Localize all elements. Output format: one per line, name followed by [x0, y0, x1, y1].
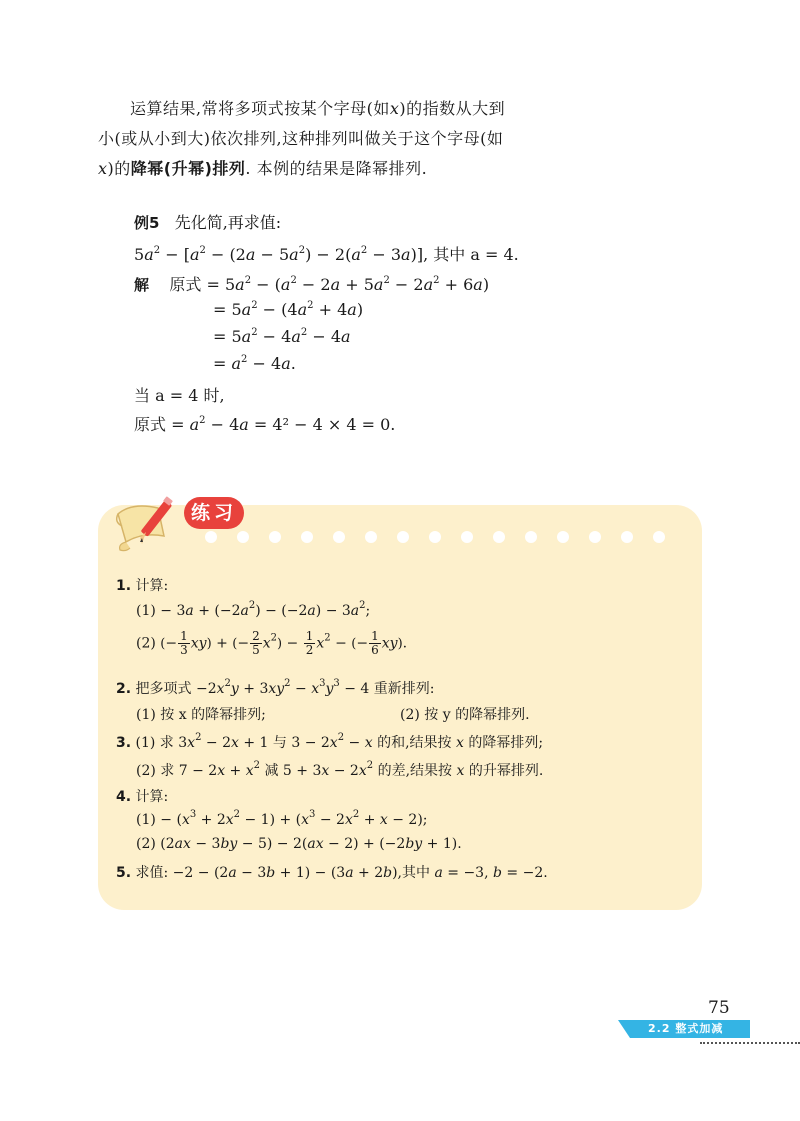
question-4: 4. 计算:	[116, 789, 169, 805]
question-2-part-1: (1) 按 x 的降幂排列;	[136, 707, 266, 723]
solution-step-4: = $a^2 - 4a$.	[213, 354, 296, 373]
solution-step-2: = $5a^2 - (4a^2 + 4a)$	[213, 300, 364, 319]
scroll-pencil-icon	[112, 492, 192, 554]
question-1: 1. 计算:	[116, 578, 169, 594]
solution-step-3: = $5a^2 - 4a^2 - 4a$	[213, 327, 351, 346]
question-2: 2. 把多项式 $-2x^2y + 3xy^2 - x^3y^3 - 4$ 重新排列:	[116, 678, 435, 697]
page-number: 75	[708, 998, 730, 1018]
question-1-part-1: $(1) - 3a + (-2a^2) - (-2a) - 3a^2$;	[136, 600, 371, 619]
example-expression: $5a^2 - [a^2 - (2a - 5a^2) - 2(a^2 - 3a)]$, 其中 a = 4.	[134, 245, 519, 264]
section-label: 2.2 整式加减	[648, 1022, 724, 1035]
intro-paragraph	[98, 94, 558, 184]
question-4-part-2: (2) (2ax − 3by − 5) − 2(ax − 2) + (−2by + 1).	[136, 836, 462, 852]
solution-step-1: 解 原式 = $5a^2 - (a^2 - 2a + 5a^2 - 2a^2 + 6a)$	[134, 275, 490, 294]
intro-line-1: 运算结果,常将多项式按某个字母(如x)的指数从大到	[130, 99, 506, 118]
decorative-dot-row	[205, 531, 685, 545]
question-1-part-2: (2) (− $\frac{1}{3}$ xy) + (− $\frac{2}{5}$ $x^2$) − $\frac{1}{2}$ $x^2$ − (− $\frac{1}{6}$ xy).	[136, 629, 408, 657]
question-4-part-1: $(1) - (x^3 + 2x^2 - 1) + (x^3 - 2x^2 + x - 2)$;	[136, 809, 428, 828]
footer-dotted-line	[700, 1042, 800, 1044]
intro-line-2: 小(或从小到大)依次排列,这种排列叫做关于这个字母(如	[98, 129, 504, 148]
question-2-part-2: (2) 按 y 的降幂排列.	[400, 707, 530, 723]
when-condition: 当 a = 4 时,	[134, 386, 225, 405]
question-3-part-1: 3. (1) 求 $3x^2 - 2x + 1$ 与 $3 - 2x^2 - x$ 的和,结果按 x 的降幂排列;	[116, 732, 544, 751]
question-3-part-2: (2) 求 $7 - 2x + x^2$ 减 $5 + 3x - 2x^2$ 的差,结果按 x 的升幂排列.	[136, 760, 544, 779]
example-heading: 例5 先化简,再求值:	[134, 213, 282, 232]
final-result: 原式 = $a^2 - 4a = 4^2 - 4 \times 4 = 0$.	[134, 415, 396, 434]
intro-line-3: x)的降幂(升幂)排列. 本例的结果是降幂排列.	[98, 159, 428, 178]
question-5: 5. 求值: −2 − (2a − 3b + 1) − (3a + 2b),其中 a = −3, b = −2.	[116, 865, 548, 881]
practice-badge: 练习	[184, 497, 244, 529]
